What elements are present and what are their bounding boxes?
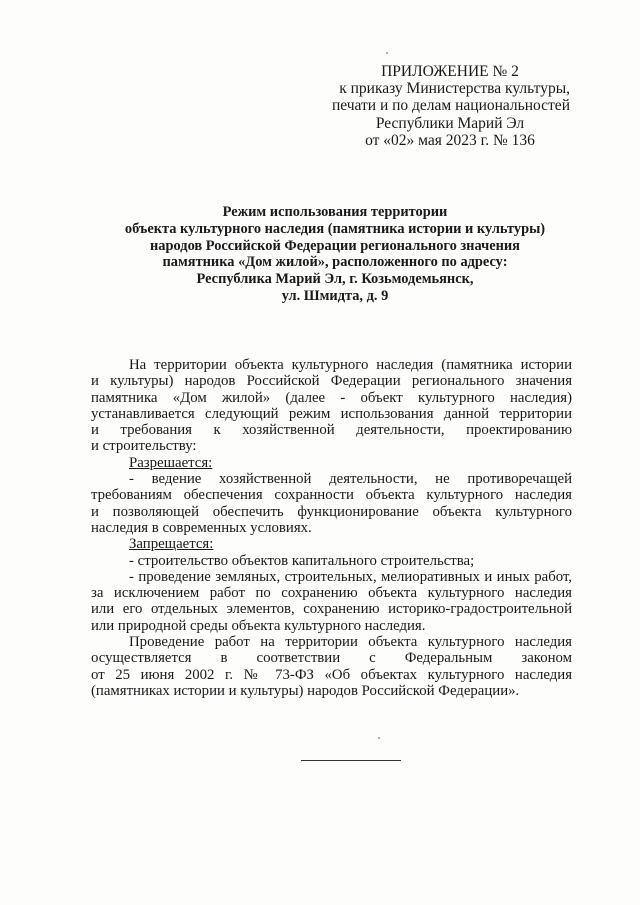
body-line: памятника «Дом жилой» (далее - объект культурного наследия) (91, 389, 572, 406)
allowed-paragraph (91, 471, 572, 536)
body-line: или его отдельных элементов, сохранению историко-градостроительной (91, 601, 572, 618)
body-line: Проведение работ на территории объекта культурного наследия (129, 634, 572, 651)
title-line: Режим использования территории (222, 204, 448, 220)
allowed-heading-text: Разрешается: (129, 454, 213, 471)
body-line: и требования к хозяйственной деятельности, проектированию (91, 422, 572, 439)
appendix-republic-line: Республики Марий Эл (375, 114, 525, 132)
body-line: - проведение земляных, строительных, мелиоративных и иных работ, (129, 568, 572, 585)
intro-paragraph (91, 357, 572, 455)
title-line: памятника «Дом жилой», расположенного по адресу: (162, 254, 508, 271)
appendix-number: ПРИЛОЖЕНИЕ № 2 (381, 63, 519, 80)
body-line: - ведение хозяйственной деятельности, не противоречащей (129, 471, 572, 488)
title-line: Республика Марий Эл, г. Козьмодемьянск, (196, 271, 474, 288)
body-line: и позволяющей обеспечить функционирование объекта культурного (91, 503, 572, 520)
appendix-date-line: от «02» мая 2023 г. № 136 (365, 131, 535, 149)
body-line: и культуры) народов Российской Федерации регионального значения (91, 373, 572, 390)
title-line: народов Российской Федерации регионального значения (150, 237, 520, 254)
scan-speck (378, 737, 380, 739)
document-title (70, 204, 600, 305)
body-line: за исключением работ по сохранению объекта культурного наследия (91, 585, 572, 602)
appendix-order-line: к приказу Министерства культуры, (339, 80, 570, 98)
body-line: устанавливается следующий режим использования данной территории (91, 405, 572, 422)
forbidden-heading (91, 536, 572, 552)
end-separator-line (301, 760, 401, 761)
body-line: (памятниках истории и культуры) народов Российской Федерации». (91, 682, 520, 699)
forbidden-item-2 (91, 569, 572, 634)
body-line: требованиям обеспечения сохранности объекта культурного наследия (91, 487, 572, 504)
title-line: ул. Шмидта, д. 9 (281, 287, 389, 304)
title-line: объекта культурного наследия (памятника истории и культуры) (124, 220, 546, 237)
body-line: и строительству: (91, 438, 197, 455)
body-line: от 25 июня 2002 г. № 73-ФЗ «Об объектах культурного наследия (91, 666, 572, 683)
body-line: осуществляется в соответствии с Федеральным законом (91, 650, 572, 667)
body-line: или природной среды объекта культурного наследия. (91, 617, 426, 634)
document-body (91, 357, 572, 699)
body-line: На территории объекта культурного наследия (памятника истории (129, 357, 572, 373)
closing-paragraph (91, 634, 572, 699)
forbidden-item-1: - строительство объектов капитального строительства; (129, 552, 475, 569)
scan-speck (386, 52, 388, 54)
forbidden-heading-text: Запрещается: (129, 536, 214, 553)
appendix-header (330, 63, 570, 149)
allowed-heading (91, 455, 572, 471)
appendix-ministry-line: печати и по делам национальностей (331, 97, 570, 115)
body-line: наследия в современных условиях. (91, 519, 312, 536)
